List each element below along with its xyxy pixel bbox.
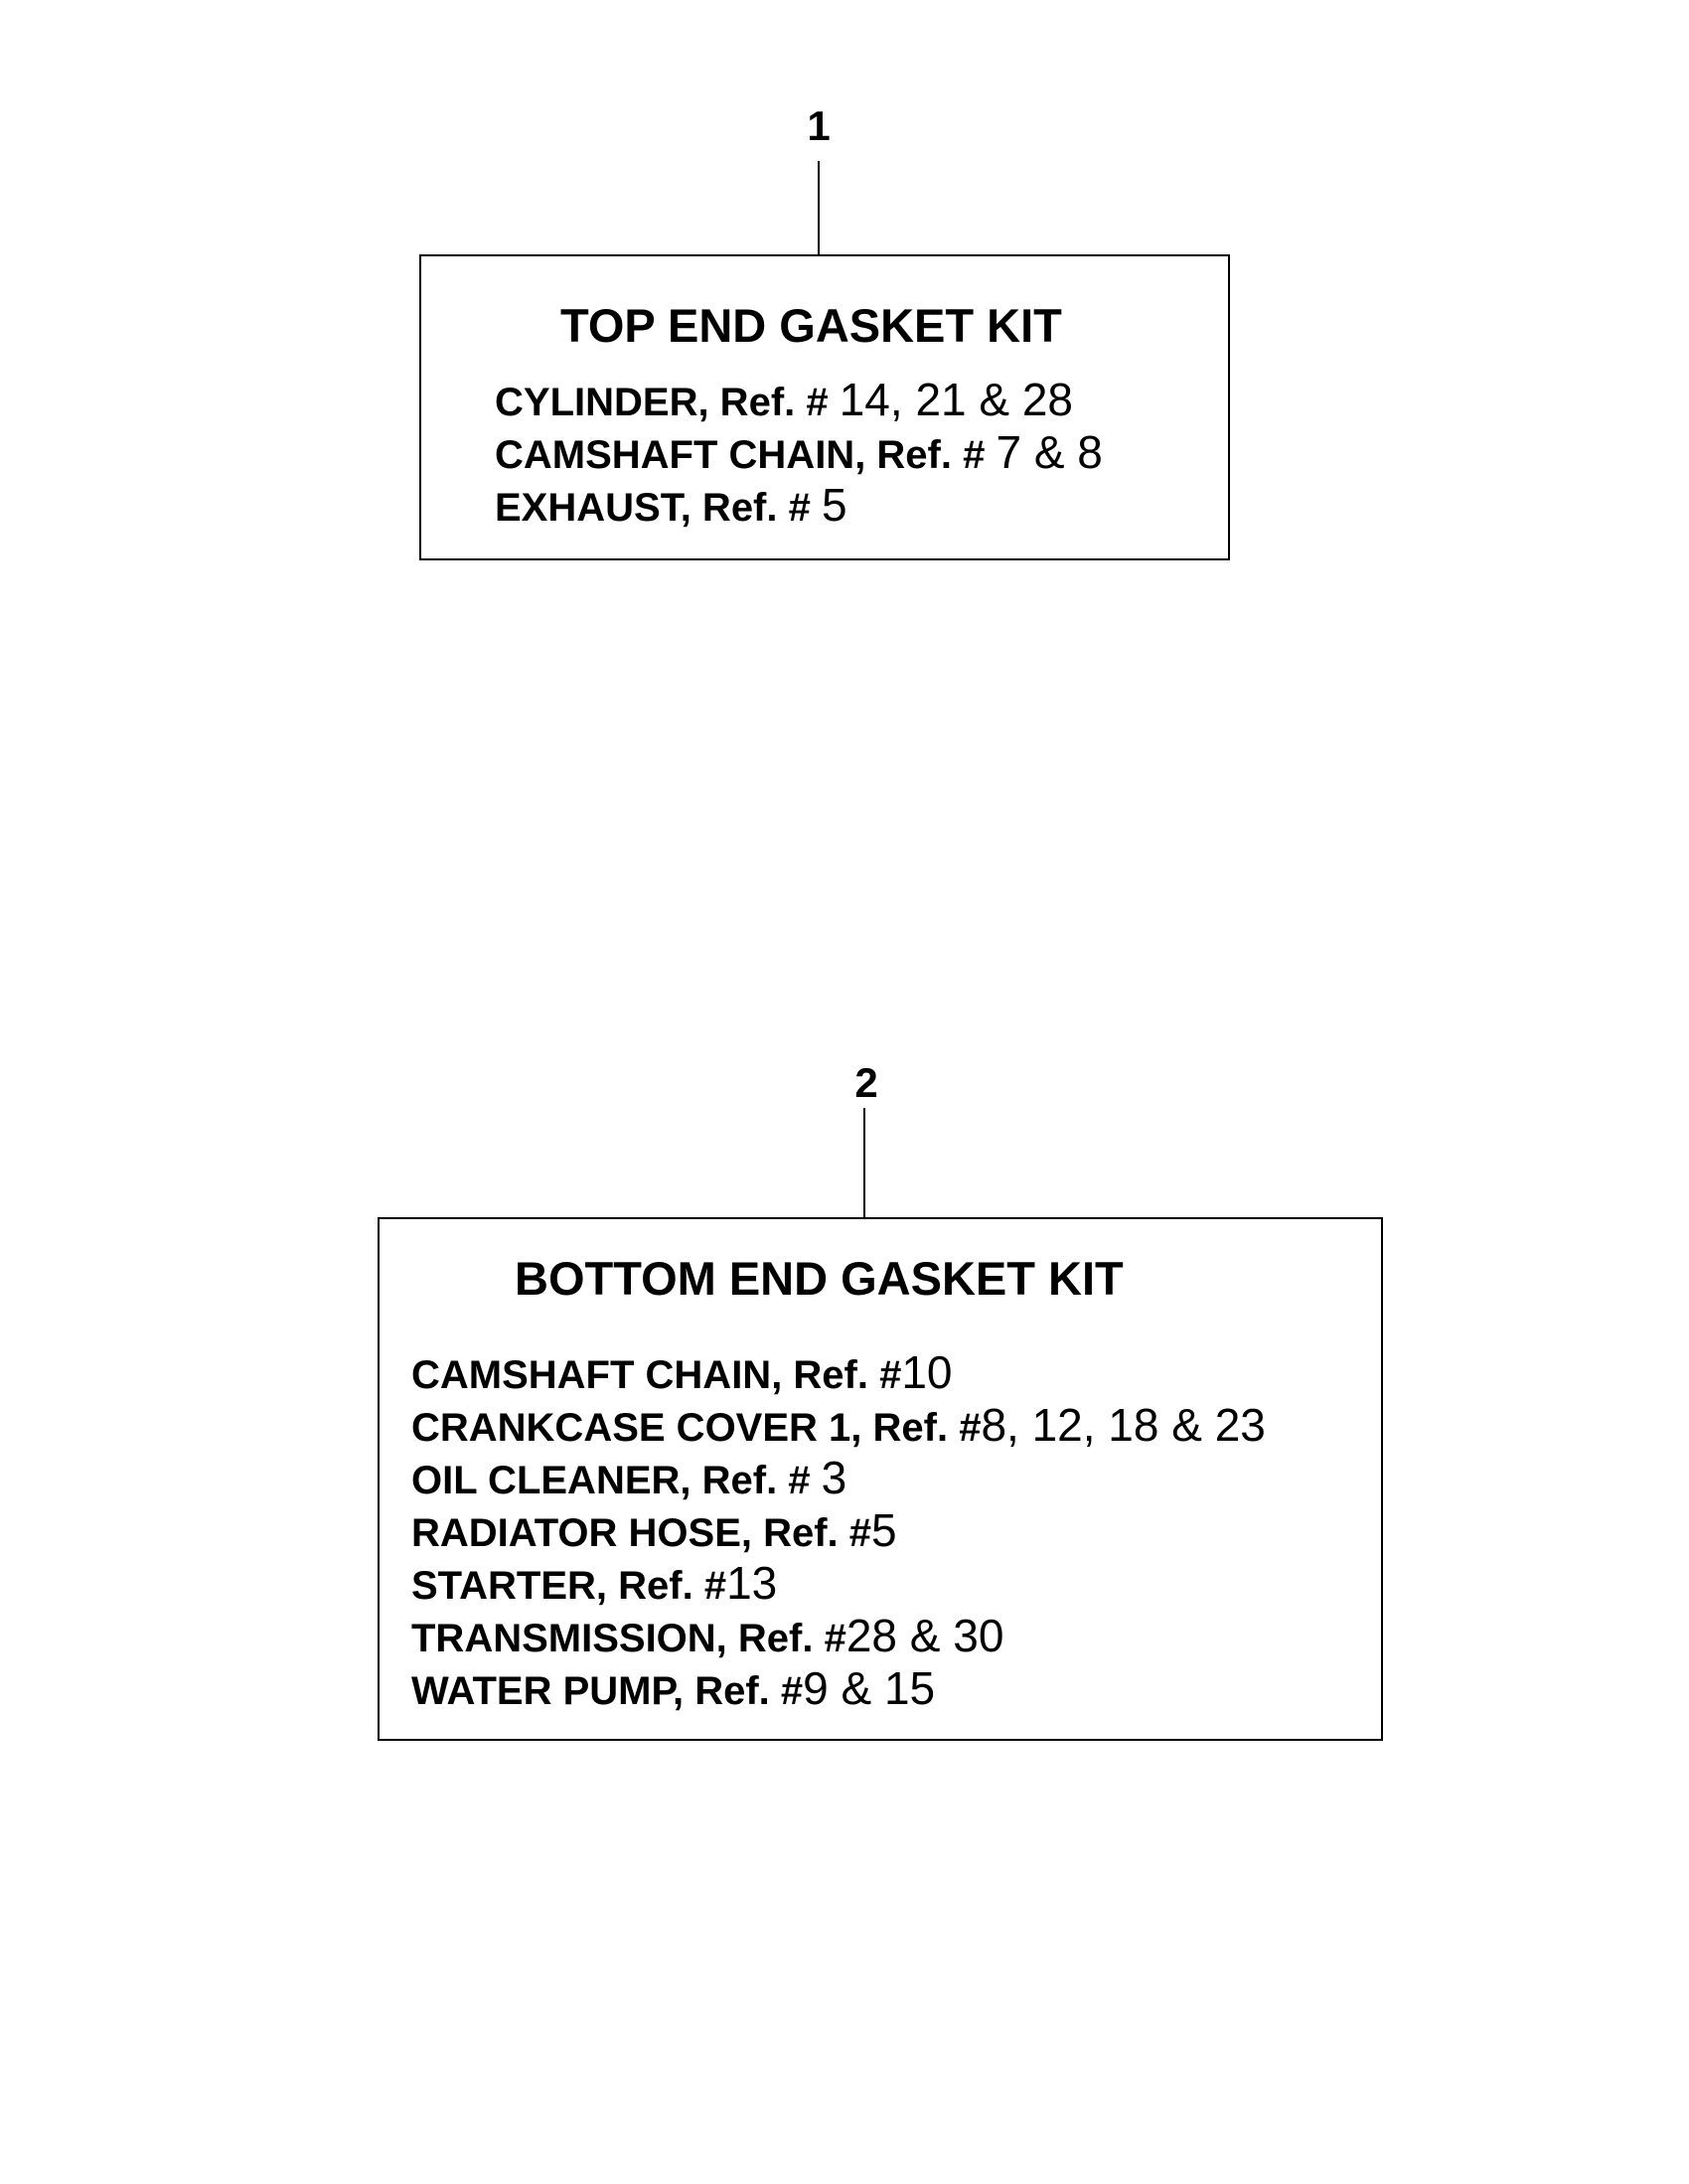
ref-numbers: 28 & 30	[845, 1610, 1004, 1661]
ref-numbers: 3	[821, 1452, 847, 1503]
part-label: RADIATOR HOSE, Ref. #	[411, 1511, 872, 1555]
list-item	[495, 374, 1103, 426]
part-label: CAMSHAFT CHAIN, Ref. #	[495, 433, 997, 477]
ref-numbers: 10	[901, 1346, 953, 1398]
list-item	[411, 1610, 1266, 1662]
part-label: CYLINDER, Ref. #	[495, 381, 840, 424]
callout-number-1: 1	[807, 102, 831, 149]
list-item	[411, 1399, 1266, 1452]
list-item	[495, 479, 1103, 532]
list-item	[411, 1662, 1266, 1715]
list-item	[495, 426, 1103, 479]
part-label: STARTER, Ref. #	[411, 1564, 727, 1608]
bottom-end-gasket-kit-box	[378, 1217, 1383, 1741]
ref-numbers: 8, 12, 18 & 23	[981, 1399, 1266, 1451]
list-item	[411, 1557, 1266, 1610]
ref-numbers: 5	[821, 479, 847, 531]
leader-line-2	[863, 1108, 865, 1219]
part-label: EXHAUST, Ref. #	[495, 486, 822, 530]
leader-line-1	[818, 161, 820, 256]
part-label: TRANSMISSION, Ref. #	[411, 1617, 846, 1660]
list-item	[411, 1452, 1266, 1504]
part-label: OIL CLEANER, Ref. #	[411, 1459, 822, 1502]
ref-numbers: 7 & 8	[996, 426, 1103, 478]
kit-title: TOP END GASKET KIT	[560, 299, 1062, 352]
kit-title: BOTTOM END GASKET KIT	[515, 1252, 1124, 1305]
ref-numbers: 14, 21 & 28	[839, 374, 1074, 425]
callout-number-2: 2	[854, 1059, 878, 1106]
part-label: CRANKCASE COVER 1, Ref. #	[411, 1406, 982, 1450]
ref-numbers: 13	[726, 1557, 778, 1609]
list-item	[411, 1346, 1266, 1399]
part-label: CAMSHAFT CHAIN, Ref. #	[411, 1353, 902, 1397]
top-end-gasket-kit-box	[419, 254, 1230, 560]
ref-numbers: 9 & 15	[803, 1662, 936, 1714]
list-item	[411, 1504, 1266, 1557]
kit-contents-list	[495, 374, 1103, 532]
kit-contents-list	[411, 1346, 1266, 1715]
ref-numbers: 5	[871, 1504, 897, 1556]
part-label: WATER PUMP, Ref. #	[411, 1669, 804, 1713]
